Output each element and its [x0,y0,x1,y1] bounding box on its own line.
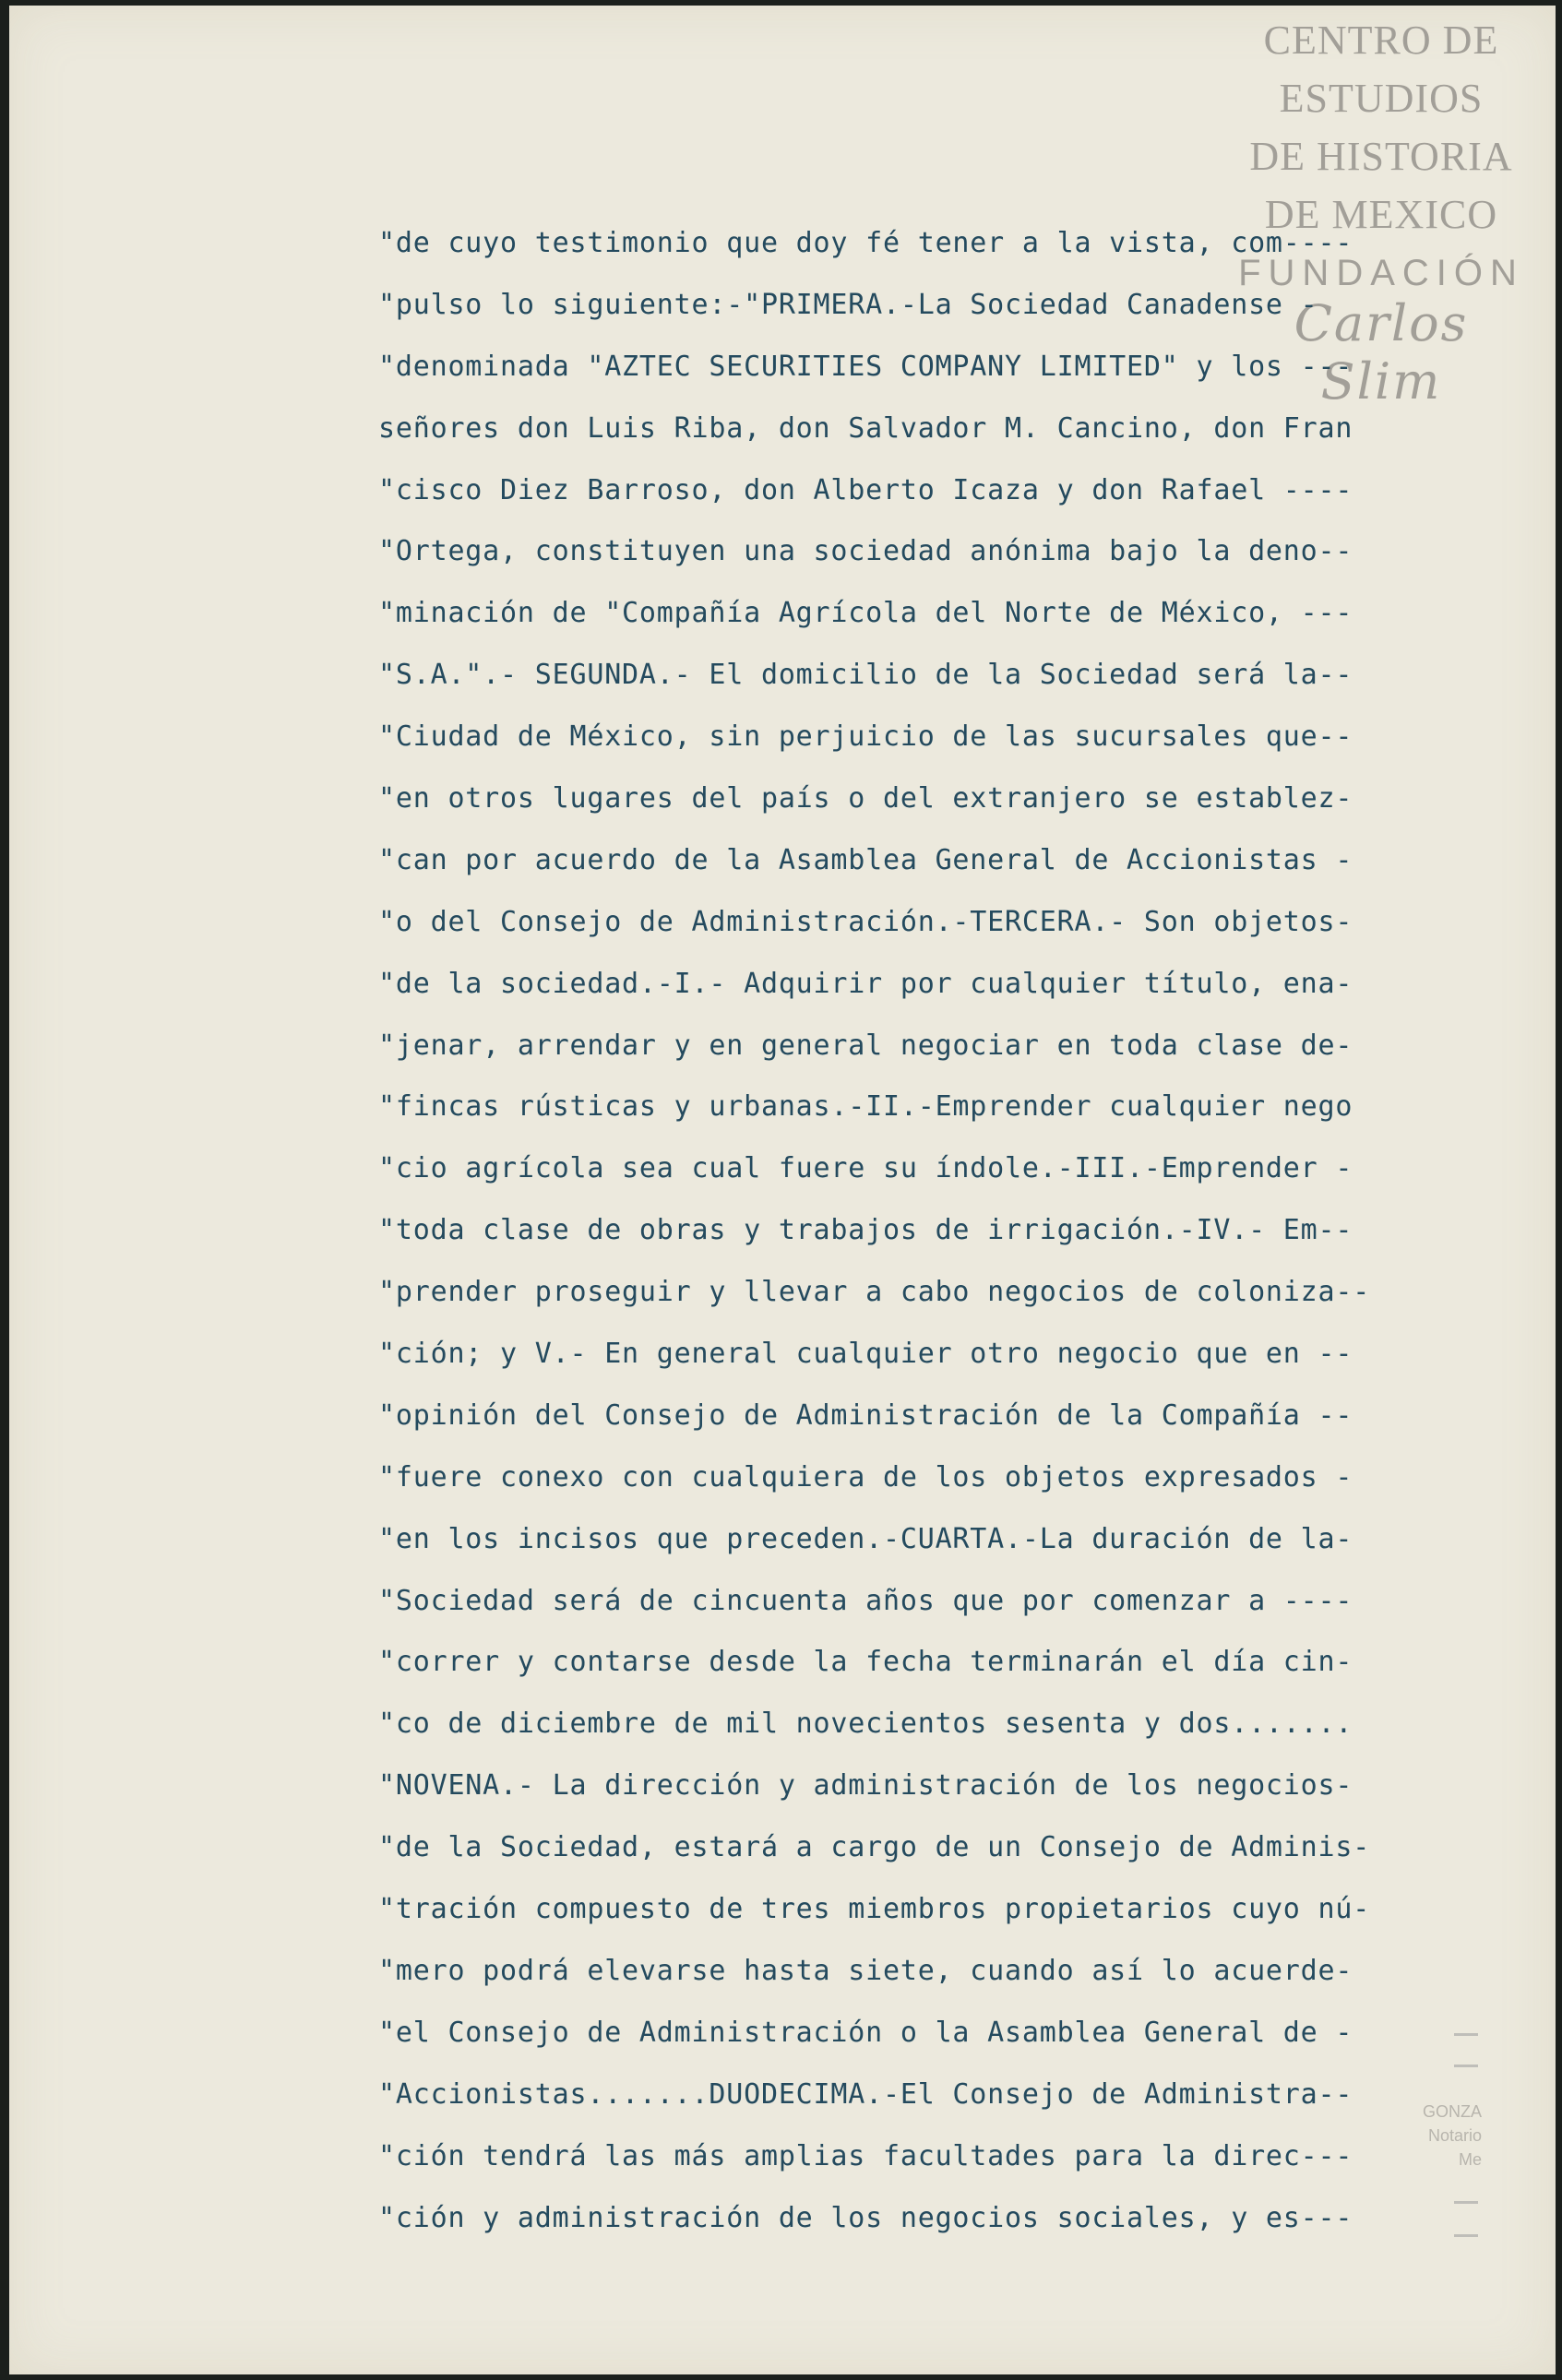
text-line: "cisco Diez Barroso, don Alberto Icaza y don Rafael ---- [378,473,1353,506]
text-line: "can por acuerdo de la Asamblea General de Accionistas - [378,843,1353,876]
text-line: señores don Luis Riba, don Salvador M. Cancino, don Fran [378,411,1353,445]
text-line: "el Consejo de Administración o la Asamblea General de - [378,2016,1353,2049]
notary-stamp [1319,2017,1485,2256]
text-line: "pulso lo siguiente:-"PRIMERA.-La Sociedad Canadense - [378,288,1318,321]
watermark-line-2: ESTUDIOS [1279,76,1484,121]
text-line: "en los incisos que preceden.-CUARTA.-La duración de la- [378,1522,1353,1555]
watermark-signature: Carlos Slim [1294,294,1469,411]
text-line: "correr y contarse desde la fecha terminarán el día cin- [378,1646,1353,1679]
text-line: "o del Consejo de Administración.-TERCERA.- Son objetos- [378,905,1353,938]
text-line: "ción; y V.- En general cualquier otro negocio que en -- [378,1338,1353,1371]
text-line: "de la sociedad.-I.- Adquirir por cualquier título, ena- [378,967,1353,1000]
text-line: "fincas rústicas y urbanas.-II.-Emprender cualquier nego [378,1090,1353,1124]
stamp-mark [1454,2201,1478,2204]
text-line: "Accionistas.......DUODECIMA.-El Consejo de Administra-- [378,2077,1353,2111]
watermark-line-4: DE MEXICO [1264,192,1498,237]
text-line: "cio agrícola sea cual fuere su índole.-III.-Emprender - [378,1152,1353,1185]
watermark-line-1: CENTRO DE [1263,18,1499,63]
text-line: "en otros lugares del país o del extranjero se establez- [378,782,1353,815]
text-line: "fuere conexo con cualquiera de los objetos expresados - [378,1460,1353,1493]
text-line: "denominada "AZTEC SECURITIES COMPANY LIMITED" y los --- [378,350,1353,383]
text-line: "ción tendrá las más amplias facultades para la direc--- [378,2139,1353,2172]
text-line: "opinión del Consejo de Administración de la Compañía -- [378,1398,1353,1432]
text-line: "jenar, arrendar y en general negociar en toda clase de- [378,1029,1353,1062]
text-line: "de cuyo testimonio que doy fé tener a la vista, com---- [378,227,1353,259]
stamp-mark [1454,2033,1478,2036]
document-page [9,6,1556,2374]
stamp-line-3: Me [1458,2150,1482,2169]
text-line: "Ciudad de México, sin perjuicio de las sucursales que-- [378,720,1353,754]
text-line: "ción y administración de los negocios sociales, y es--- [378,2201,1353,2234]
typed-text-body [378,213,1439,2249]
watermark-foundation: FUNDACIÓN [1238,253,1524,293]
text-line: "Ortega, constituyen una sociedad anónima bajo la deno-- [378,535,1353,568]
text-line: "S.A.".- SEGUNDA.- El domicilio de la Sociedad será la-- [378,659,1353,692]
text-line: "minación de "Compañía Agrícola del Norte de México, --- [378,597,1353,630]
text-line: "prender proseguir y llevar a cabo negocios de coloniza-- [378,1276,1371,1309]
text-line: "co de diciembre de mil novecientos sesenta y dos....... [378,1708,1353,1741]
text-line: "Sociedad será de cincuenta años que por comenzar a ---- [378,1584,1353,1617]
stamp-mark [1454,2065,1478,2067]
stamp-line-2: Notario [1427,2126,1482,2145]
watermark-line-3: DE HISTORIA [1249,134,1513,179]
text-line: "de la Sociedad, estará a cargo de un Consejo de Adminis- [378,1831,1371,1864]
text-line: "mero podrá elevarse hasta siete, cuando así lo acuerde- [378,1954,1353,1987]
stamp-line-1: GONZA [1422,2102,1482,2121]
stamp-text [1423,2100,1482,2172]
text-line: "NOVENA.- La dirección y administración de los negocios- [378,1769,1353,1803]
text-line: "toda clase de obras y trabajos de irrigación.-IV.- Em-- [378,1214,1353,1247]
stamp-mark [1454,2234,1478,2237]
text-line: "tración compuesto de tres miembros propietarios cuyo nú- [378,1893,1371,1926]
